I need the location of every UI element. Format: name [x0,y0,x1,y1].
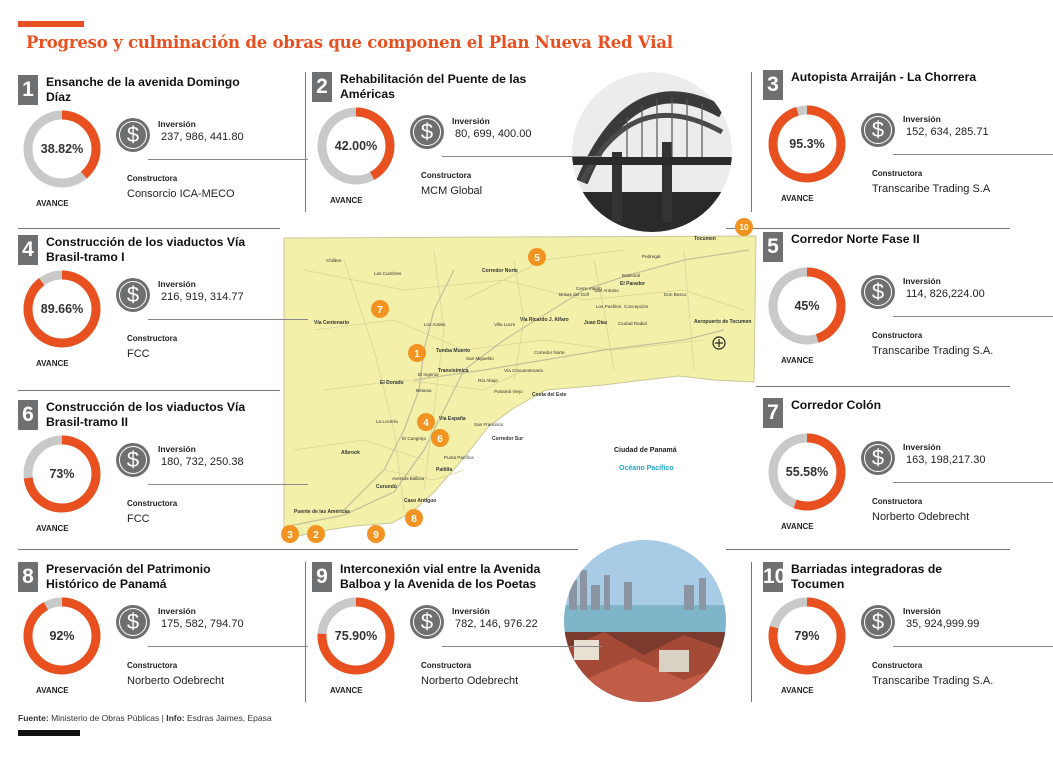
inversion-value: 163, 198,217.30 [906,454,986,466]
map-label: Caso Antiguo [404,498,437,504]
constructora-label: Constructora [127,334,178,343]
project-number: 9 [312,562,332,592]
progress-percent: 75.90% [334,629,378,643]
inversion-label: Inversión [158,606,196,616]
map-label: Corredor Norte [534,350,565,355]
svg-text:1: 1 [414,349,420,360]
progress-ring [316,106,396,186]
svg-text:7: 7 [377,305,383,316]
constructora-value: Norberto Odebrecht [127,675,225,687]
map-label: Juan Díaz [584,320,608,326]
constructora-label: Constructora [127,661,178,670]
divider [18,549,578,550]
top-accent-bar [18,21,84,27]
map-label: Balmoral [622,273,641,278]
divider [726,549,1010,550]
info-text: Esdras Jaimes, Epasa [187,713,272,723]
dollar-icon: $ [116,118,150,152]
divider [751,72,752,212]
info-label: Info: [166,713,185,723]
project-number: 4 [18,235,38,265]
progress-ring [22,269,102,349]
map-label: Don Bosco [664,292,687,297]
inversion-value: 216, 919, 314.77 [161,291,244,303]
map-label: Punta Pacífica [444,455,474,460]
progress-ring [316,596,396,676]
map-label: Corredor Sur [492,436,524,442]
page-title: Progreso y culminación de obras que componen el Plan Nueva Red Vial [26,33,673,52]
inversion-value: 35, 924,999.99 [906,618,980,630]
constructora-label: Constructora [872,169,923,178]
constructora-label: Constructora [127,174,178,183]
inversion-label: Inversión [158,444,196,454]
avance-label: AVANCE [330,686,363,695]
project-number: 1 [18,75,38,105]
map-marker-2 [307,525,325,543]
constructora-value: Consorcio ICA-MECO [127,188,235,200]
inversion-value: 152, 634, 285.71 [906,126,989,138]
avance-label: AVANCE [781,356,814,365]
inversion-value: 175, 582, 794.70 [161,618,244,630]
progress-ring [22,109,102,189]
separator [893,154,1053,155]
svg-text:2: 2 [313,530,319,541]
progress-percent: 45% [794,299,820,313]
project-number: 8 [18,562,38,592]
divider [305,562,306,702]
constructora-label: Constructora [872,331,923,340]
project-title: Preservación del Patrimonio Histórico de Panamá [46,562,211,591]
project-number: 2 [312,72,332,102]
progress-ring [767,596,847,676]
map-label: Corredor Norte [482,268,518,274]
separator [893,482,1053,483]
dollar-icon: $ [116,443,150,477]
dollar-icon: $ [410,605,444,639]
separator [148,159,308,160]
inversion-value: 114, 826,224.00 [906,288,985,300]
progress-percent: 42.00% [334,139,378,153]
inversion-label: Inversión [903,442,941,452]
progress-ring [767,104,847,184]
map-label: Ciudad de Panamá [614,447,677,454]
progress-percent: 92% [49,629,75,643]
map-label: Cerro Viento [576,286,602,291]
inversion-label: Inversión [903,114,941,124]
inversion-value: 180, 732, 250.38 [161,456,244,468]
map-label: Los Pueblos [596,304,622,309]
constructora-value: Transcaribe Trading S.A. [872,345,994,357]
project-number: 10 [763,562,783,592]
progress-percent: 79% [794,629,820,643]
inversion-label: Inversión [158,119,196,129]
map-label: Paitilla [436,467,453,473]
map-label: Los Andes [424,322,446,327]
city-photo [564,540,726,702]
inversion-value: 782, 146, 976.22 [455,618,538,630]
map-label: Tocumen [694,236,716,242]
separator [148,484,308,485]
divider [726,228,1010,229]
inversion-label: Inversión [452,116,490,126]
map-label: Aeropuerto de Tocumen [694,319,752,325]
map-label: San Francisco [474,422,504,427]
map-marker-9 [367,525,385,543]
constructora-value: Transcaribe Trading S.A. [872,675,994,687]
avance-label: AVANCE [36,524,69,533]
map-label: Puente de las Américas [294,509,350,515]
map-label: Océano Pacífico [619,465,674,472]
map-label: Chilibre [326,258,342,263]
avance-label: AVANCE [330,196,363,205]
map-label: Albrook [341,450,360,456]
map-label: San Antonio [594,288,619,293]
inversion-value: 237, 986, 441.80 [161,131,244,143]
separator [148,319,308,320]
map-label: San Miguelito [466,356,494,361]
avance-label: AVANCE [781,522,814,531]
map-label: El Parador [620,281,646,287]
avance-label: AVANCE [781,194,814,203]
map-marker-1 [408,344,426,362]
constructora-label: Constructora [872,661,923,670]
dollar-icon: $ [116,605,150,639]
map-label: El Ingenio [418,372,439,377]
map-label: Costa del Este [532,392,567,398]
progress-ring [767,432,847,512]
constructora-value: MCM Global [421,185,483,197]
dollar-icon: $ [861,275,895,309]
project-title: Construcción de los viaductos Vía Brasil-tramo I [46,235,246,264]
inversion-label: Inversión [903,276,941,286]
map-label: El Cangrejo [402,436,427,441]
map-label: La Locería [376,419,398,424]
constructora-value: FCC [127,513,150,525]
map-label: Panamá Viejo [494,389,523,394]
separator [442,646,602,647]
source-credit [18,713,272,723]
constructora-value: Norberto Odebrecht [421,675,519,687]
project-number: 7 [763,398,783,428]
map-label: Pedregal [642,254,661,259]
map-label: Tumba Muerto [436,348,471,354]
map-label: El Dorado [380,380,404,386]
inversion-value: 80, 699, 400.00 [455,128,532,140]
avance-label: AVANCE [36,199,69,208]
progress-ring [22,596,102,676]
svg-text:10: 10 [739,223,749,232]
source-text: Ministerio de Obras Públicas | [51,713,164,723]
divider [726,386,1010,387]
map-marker-5 [528,248,546,266]
separator [893,316,1053,317]
map-label: Vía Centenario [314,320,350,326]
map-label: Ciudad Radial [618,321,647,326]
avance-label: AVANCE [36,359,69,368]
svg-text:5: 5 [534,253,540,264]
constructora-label: Constructora [421,661,472,670]
dollar-icon: $ [410,115,444,149]
constructora-value: FCC [127,348,150,360]
divider [751,562,752,702]
bottom-accent-bar [18,730,80,736]
map-label: Río Abajo [478,378,498,383]
progress-percent: 73% [49,467,75,481]
progress-percent: 95.3% [789,137,825,151]
project-title: Rehabilitación del Puente de las Américas [340,72,527,101]
city-map [284,223,756,547]
map-label: Las Cumbres [374,271,402,276]
avance-label: AVANCE [36,686,69,695]
divider [18,390,280,391]
map-marker-8 [405,509,423,527]
project-title: Interconexión vial entre la Avenida Balboa y la Avenida de los Poetas [340,562,541,591]
project-title: Construcción de los viaductos Vía Brasil-tramo II [46,400,246,429]
dollar-icon: $ [861,441,895,475]
avance-label: AVANCE [781,686,814,695]
progress-ring [767,266,847,346]
dollar-icon: $ [861,605,895,639]
inversion-label: Inversión [158,279,196,289]
progress-percent: 89.66% [40,302,84,316]
project-number: 5 [763,232,783,262]
bridge-photo [572,72,732,232]
inversion-label: Inversión [903,606,941,616]
project-title: Autopista Arraiján - La Chorrera [791,70,977,84]
constructora-label: Constructora [872,497,923,506]
divider [18,228,280,229]
map-label: Curundú [376,484,397,490]
progress-percent: 55.58% [785,465,829,479]
constructora-value: Norberto Odebrecht [872,511,970,523]
dollar-icon: $ [861,113,895,147]
progress-ring [22,434,102,514]
project-number: 6 [18,400,38,430]
source-label: Fuente: [18,713,49,723]
dollar-icon: $ [116,278,150,312]
map-label: Villa Lucre [494,322,516,327]
progress-percent: 38.82% [40,142,84,156]
project-title: Corredor Colón [791,398,882,412]
map-label: Transístmica [438,368,469,374]
divider [305,72,306,212]
project-title: Barriadas integradoras de Tocumen [791,562,943,591]
svg-text:9: 9 [373,530,379,541]
svg-text:3: 3 [287,530,293,541]
map-label: Concepción [624,304,649,309]
constructora-label: Constructora [421,171,472,180]
map-marker-3 [281,525,299,543]
svg-text:6: 6 [437,434,443,445]
constructora-value: Transcaribe Trading S.A [872,183,991,195]
map-label: Vía Cincuentenario [504,368,544,373]
map-label: Avenida Balboa [392,476,425,481]
map-label: Betania [416,388,432,393]
project-title: Ensanche de la avenida Domingo Díaz [46,75,240,104]
separator [893,646,1053,647]
project-title: Corredor Norte Fase II [791,232,920,246]
separator [148,646,308,647]
separator [442,156,602,157]
constructora-label: Constructora [127,499,178,508]
map-label: Vía España [439,416,466,422]
map-label: Vía Ricardo J. Alfaro [520,317,569,323]
project-number: 3 [763,70,783,100]
svg-text:4: 4 [423,418,429,429]
map-marker-7 [371,300,389,318]
map-marker-4 [417,413,435,431]
svg-text:8: 8 [411,514,417,525]
map-marker-10 [735,218,753,236]
map-marker-6 [431,429,449,447]
inversion-label: Inversión [452,606,490,616]
map-label: Brisas del Golf [559,292,589,297]
